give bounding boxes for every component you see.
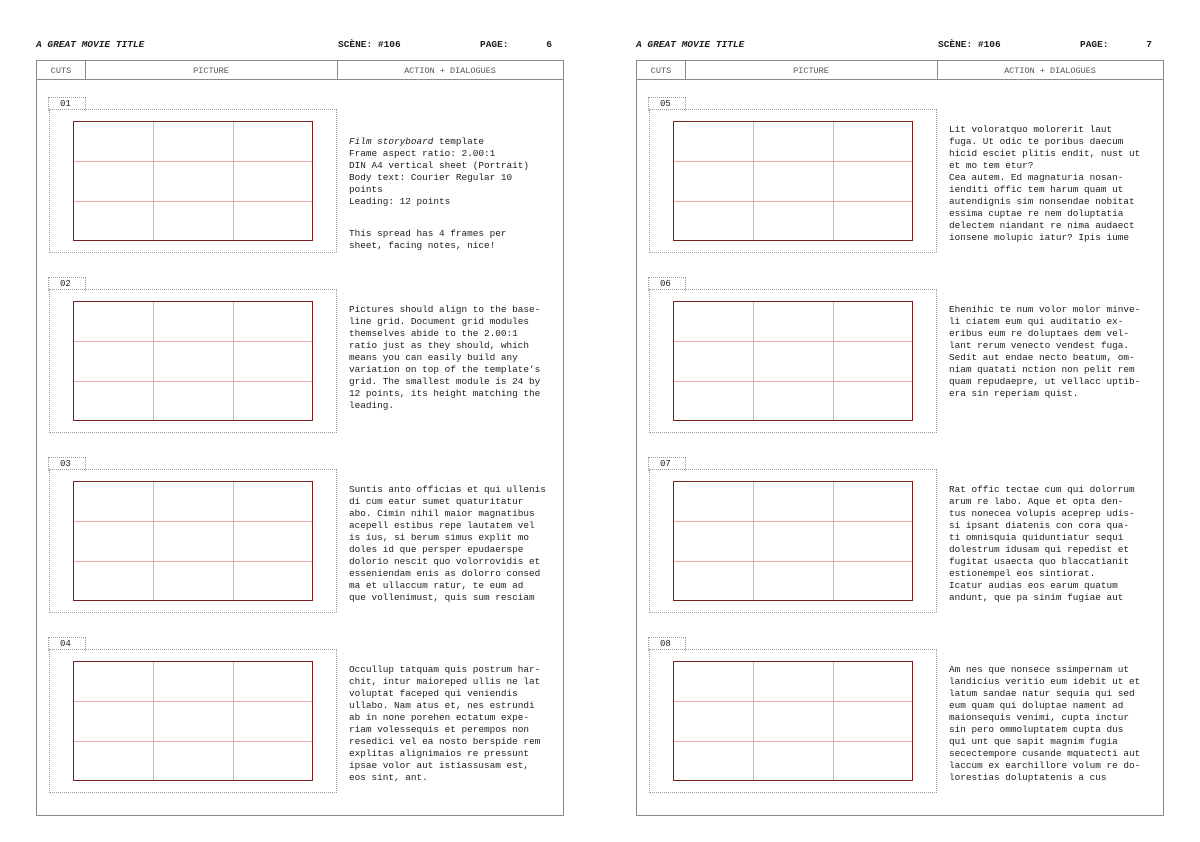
frame-area — [49, 109, 337, 253]
storyboard-sheet — [36, 60, 564, 816]
cut-row — [37, 277, 563, 433]
picture-frame[interactable] — [73, 661, 313, 781]
storyboard-page-right — [600, 0, 1200, 842]
column-picture: PICTURE — [193, 66, 229, 76]
note-text-extra: This spread has 4 frames per sheet, facing notes, nice! — [349, 228, 507, 251]
frame-area — [649, 109, 937, 253]
frame-area — [649, 289, 937, 433]
column-cuts: CUTS — [650, 66, 672, 76]
frame-area — [49, 649, 337, 793]
column-divider — [937, 61, 938, 80]
cut-number: 06 — [648, 277, 686, 291]
cut-row — [637, 277, 1163, 433]
column-picture: PICTURE — [793, 66, 829, 76]
cut-number: 07 — [648, 457, 686, 471]
note-text: template Frame aspect ratio: 2.00:1 DIN A4 vertical sheet (Portrait) Body text: Courier Regular 10 points Leading: 12 points — [349, 136, 530, 207]
cut-row — [637, 97, 1163, 253]
picture-frame[interactable] — [73, 481, 313, 601]
picture-frame[interactable] — [673, 121, 913, 241]
column-divider — [337, 61, 338, 80]
action-note: Occullup tatquam quis postrum har- chit, intur maioreped ullis ne lat voluptat faceped qui veniendis ullabo. Nam atus et, nes estrundi ab in none porehen ectatum expe- riam volessequis et perempos non resedici vel ea nosto berspide rem explitas alignimaios re pressunt ipsae volor aut istiassusam est, eos sint, ant. — [349, 664, 541, 783]
action-note: Rat offic tectae cum qui dolorrum arum re labo. Aque et opta den- tus nonecea volupis aceprep udis- si ipsant diatenis con cora qua- ti omnisquia quiduntiatur sequi dolestrum idusam qui repedist et fugitat usaecta quo blaccatianit estionempel eos sintiorat. Icatur audias eos earum quatum andunt, que pa sinim fugiae aut — [949, 484, 1135, 603]
picture-frame[interactable] — [73, 301, 313, 421]
scene-label: SCÈNE: #106 — [938, 39, 1001, 50]
picture-frame[interactable] — [73, 121, 313, 241]
action-note: Suntis anto officias et qui ullenis di cum eatur sumet quaturitatur abo. Cimin nihil maior magnatibus acepell estibus repe lautatem vel is ius, si berum simus explit mo doles id que persper epudaerspe dolorio nescit quo volorrovidis et esseniendam enis as dolorro consed ma et ullaccum ratur, te eum ad que vollenimust, quis sum resciam — [349, 484, 546, 603]
scene-label: SCÈNE: #106 — [338, 39, 401, 50]
cut-row — [637, 637, 1163, 793]
picture-frame[interactable] — [673, 301, 913, 421]
frame-area — [49, 289, 337, 433]
frame-area — [649, 649, 937, 793]
cut-number: 02 — [48, 277, 86, 291]
storyboard-sheet — [636, 60, 1164, 816]
page-label: PAGE: — [480, 39, 509, 50]
cut-number: 05 — [648, 97, 686, 111]
picture-frame[interactable] — [673, 481, 913, 601]
picture-frame[interactable] — [673, 661, 913, 781]
note-italic: Film storyboard — [349, 136, 434, 147]
action-note: Am nes que nonsece ssimpernam ut landicius veritio eum idebit ut et latum sandae natur sequia qui sed eum quam qui doluptae nament ad maionsequis venimi, cupta inctur sin pero ommoluptatem cupta dus qui unt que sapit magnim fugia secectempore cusande mquatecti aut laccum ex earchillore volum re do- lorestias doluptatenis a cus — [949, 664, 1141, 783]
column-action: ACTION + DIALOGUES — [404, 66, 496, 76]
action-note: Pictures should align to the base- line grid. Document grid modules themselves abide to the 2.00:1 ratio just as they should, which means you can easily build any variation on top of the template’s grid. The smallest module is 24 by 12 points, its height matching the leading. — [349, 304, 541, 411]
action-note — [349, 124, 561, 264]
column-action: ACTION + DIALOGUES — [1004, 66, 1096, 76]
page-number: 6 — [546, 39, 552, 50]
page-number: 7 — [1146, 39, 1152, 50]
action-note: Lit voloratquo molorerit laut fuga. Ut odic te poribus daecum hicid esciet plitis endit, nust ut et mo tem etur? Cea autem. Ed magnaturia nosan- ienditi offic tem harum quam ut autendignis sim nonsendae nobitat essima cuptae re nem doluptatia delectem niandant re nima audaect ionsene molupic iatur? Ipis iume — [949, 124, 1141, 243]
column-divider — [85, 61, 86, 80]
frame-area — [649, 469, 937, 613]
column-header — [37, 61, 563, 80]
column-cuts: CUTS — [50, 66, 72, 76]
cut-number: 04 — [48, 637, 86, 651]
cut-number: 08 — [648, 637, 686, 651]
movie-title: A GREAT MOVIE TITLE — [36, 39, 145, 50]
frame-area — [49, 469, 337, 613]
cut-row — [37, 457, 563, 613]
cut-number: 03 — [48, 457, 86, 471]
column-divider — [685, 61, 686, 80]
cut-number: 01 — [48, 97, 86, 111]
cut-row — [37, 97, 563, 253]
movie-title: A GREAT MOVIE TITLE — [636, 39, 745, 50]
action-note: Ehenihic te num volor molor minve- li ciatem eum qui auditatio ex- eribus eum re doluptaes dem vel- lant rerum venecto vendest fuga. Sedit aut endae necto beatum, om- niam quatati nction non pelit rem quam repudaepre, ut vellacc uptib- era sin reperiam quist. — [949, 304, 1141, 399]
page-label: PAGE: — [1080, 39, 1109, 50]
column-header — [637, 61, 1163, 80]
cut-row — [637, 457, 1163, 613]
cut-row — [37, 637, 563, 793]
